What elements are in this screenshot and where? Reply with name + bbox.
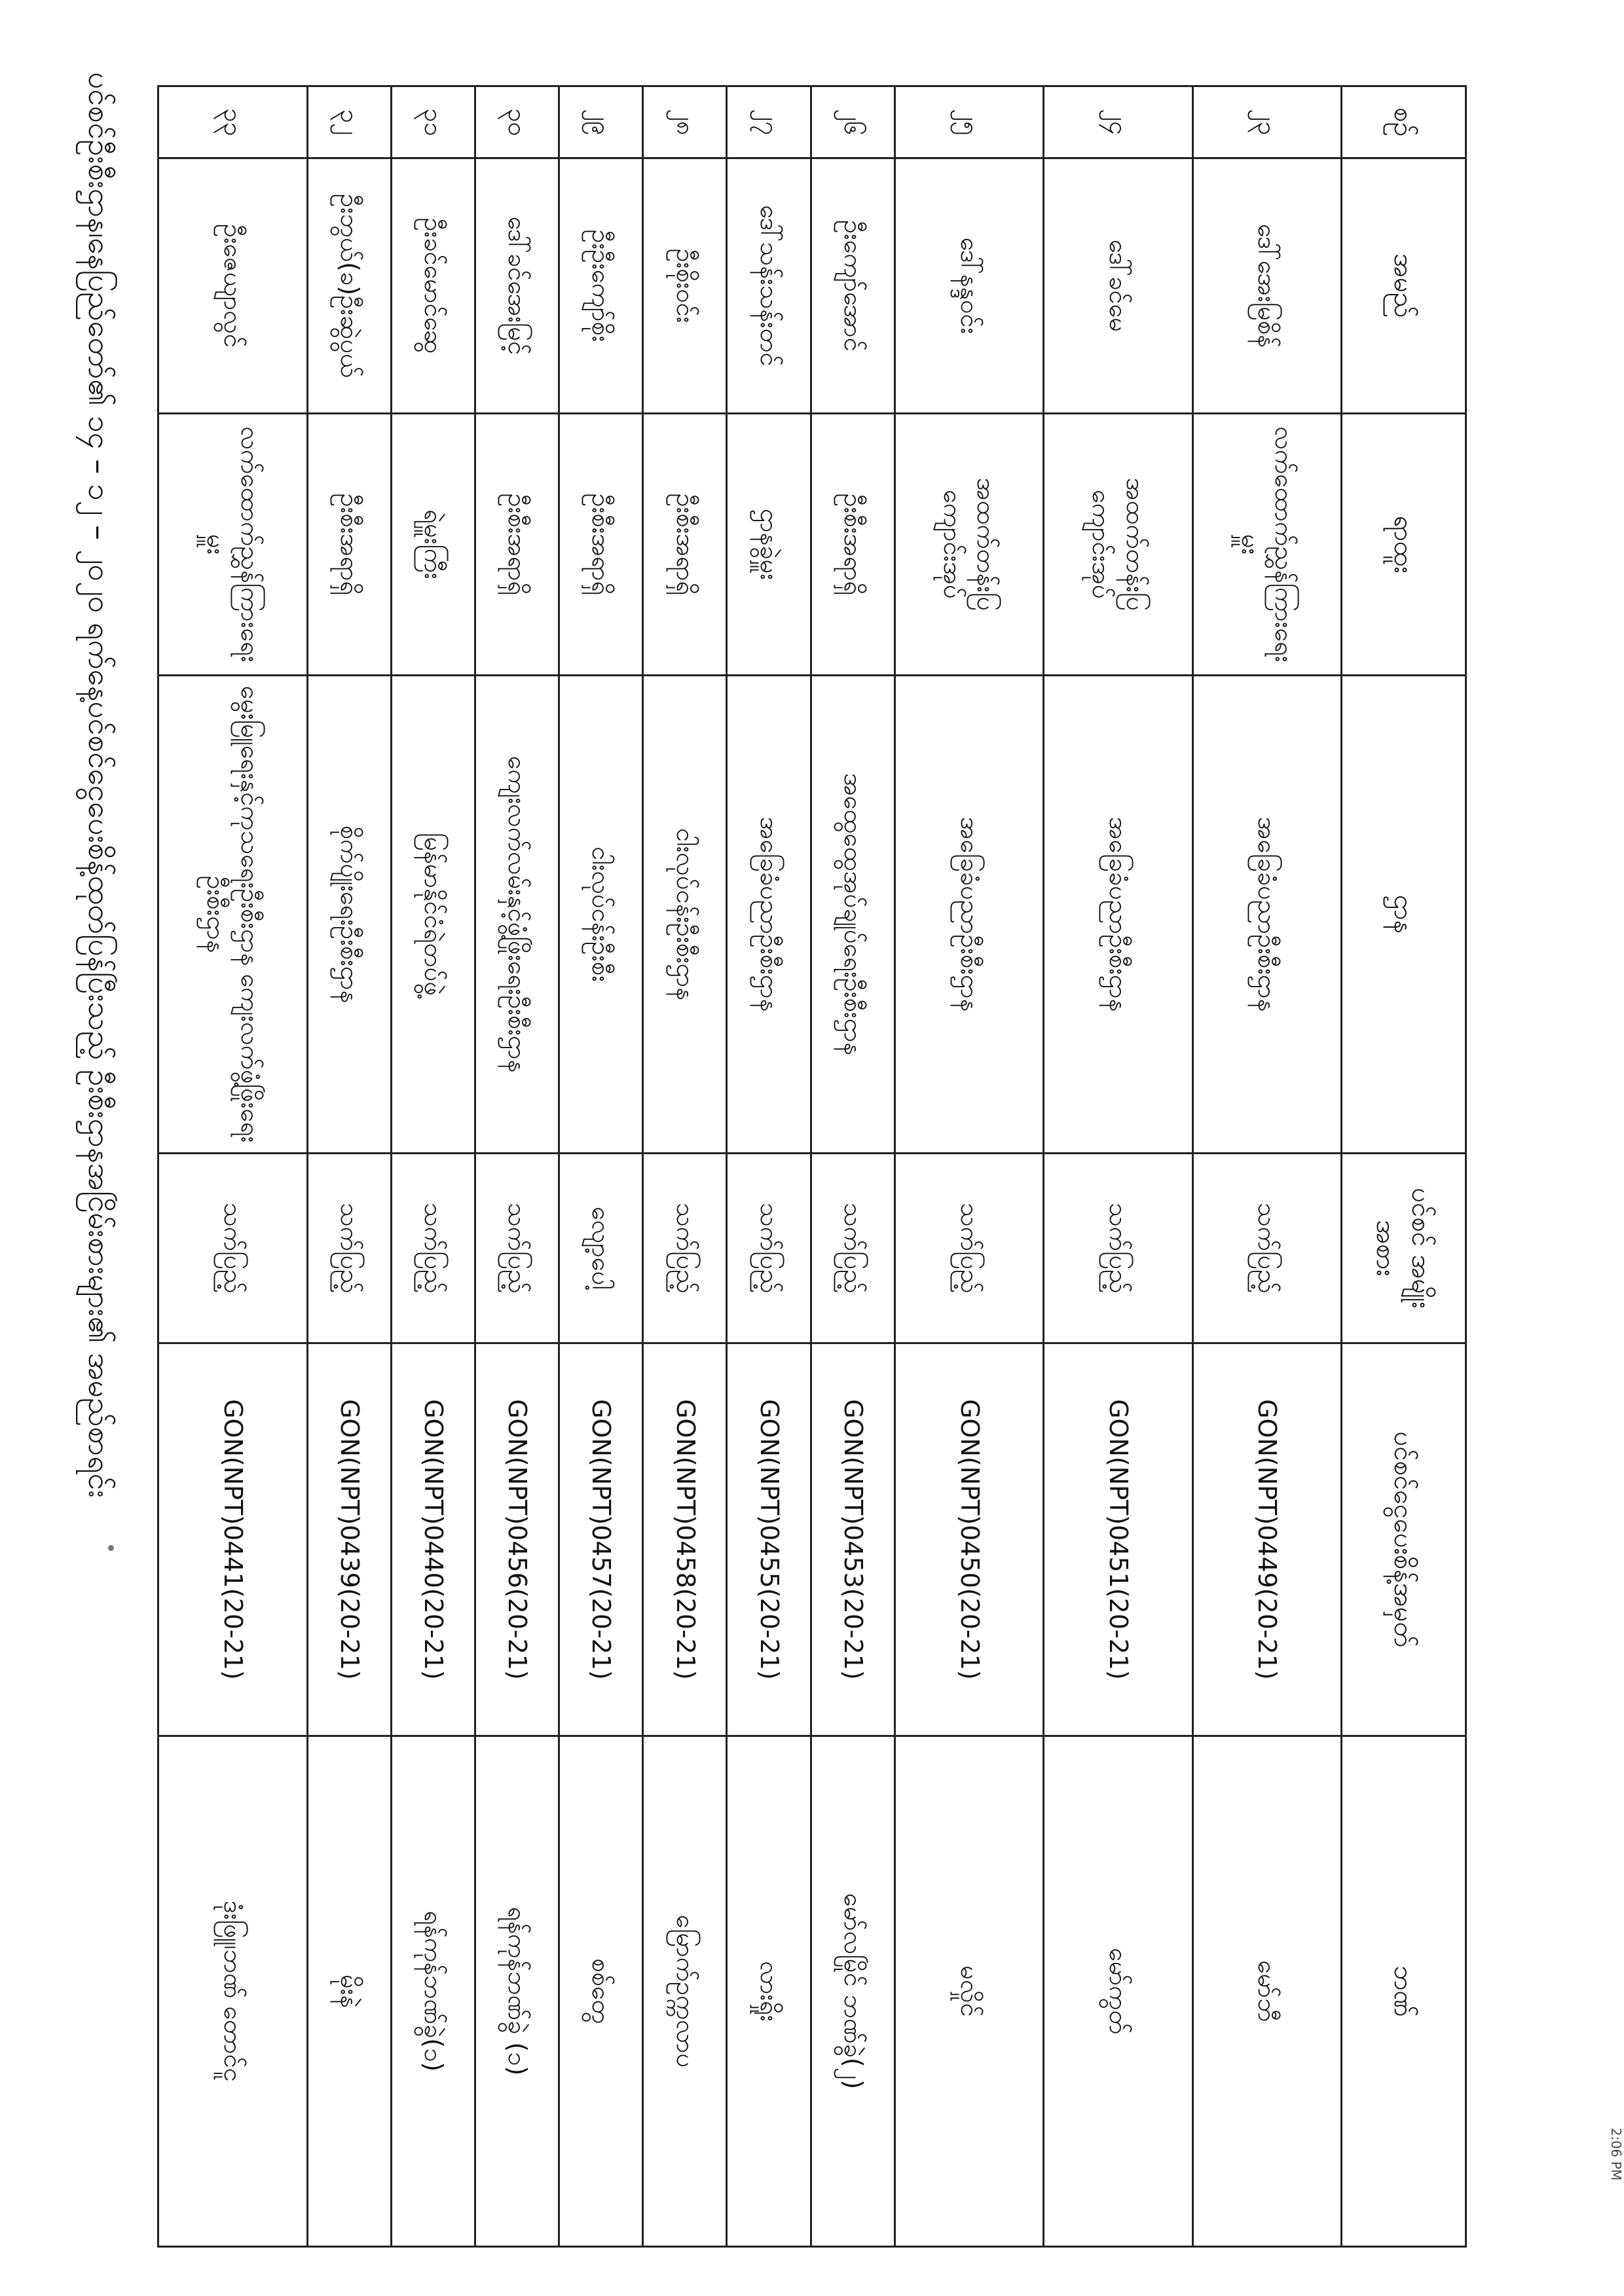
table-row bbox=[559, 86, 643, 2247]
cell-name: ဦးဇေယျာလွင် bbox=[158, 158, 308, 414]
cell-department: အခြေခံပညာဦးစီးဌာန bbox=[895, 676, 1043, 1154]
cell-no: ၂၄ bbox=[1044, 86, 1192, 158]
cell-position: လက်ထောက်ညွှန်ကြားရေးမှူး bbox=[158, 414, 308, 676]
cell-position: ဦးစီးအရာရှိ bbox=[559, 414, 643, 676]
cell-position: အထက်တန်းပြ ကျောင်းအုပ် bbox=[1044, 414, 1192, 676]
table-row bbox=[307, 86, 391, 2247]
cell-department: စိုက်ပျိုးရေးဦးစီးဌာန bbox=[307, 676, 391, 1154]
cell-department: အခြေခံပညာဦးစီးဌာန bbox=[1044, 676, 1192, 1154]
header-no: စဉ် bbox=[1342, 86, 1466, 158]
cell-name: ဒေါ်သန်းသန်းတင် bbox=[727, 158, 811, 414]
cell-no: ၃၀ bbox=[475, 86, 559, 158]
cell-no: ၂၉ bbox=[559, 86, 643, 158]
table-row bbox=[391, 86, 475, 2247]
cell-order-no: GON(NPT)0450(20-21) bbox=[895, 1343, 1043, 1736]
cell-department: အထွေထွေအုပ်ချုပ်ရေးဦးစီးဌာန bbox=[811, 676, 895, 1154]
cell-department: ငါးလုပ်ငန်းဦးစီးဌာန bbox=[643, 676, 727, 1154]
cell-department: မြန်မာနိုင်ငံရဲတပ်ဖွဲ့ bbox=[391, 676, 475, 1154]
cell-pension-type: သက်ပြည့် bbox=[391, 1154, 475, 1343]
pension-list-table bbox=[157, 85, 1467, 2248]
cell-order-no: GON(NPT)0456(20-21) bbox=[475, 1343, 559, 1736]
cell-name: ဦးဦးကျော်စိုး bbox=[559, 158, 643, 414]
cell-pension-type: သက်ပြည့် bbox=[643, 1154, 727, 1343]
cell-no: ၃၃ bbox=[158, 86, 308, 158]
cell-no: ၂၈ bbox=[643, 86, 727, 158]
header-position: ရာထူး bbox=[1342, 414, 1466, 676]
scan-dot bbox=[108, 1545, 114, 1551]
cell-location: ရန်ကုန်ဘဏ်ခွဲ (၁) bbox=[475, 1736, 559, 2247]
cell-pension-type: သက်ပြည့် bbox=[727, 1154, 811, 1343]
cell-order-no: GON(NPT)0455(20-21) bbox=[727, 1343, 811, 1736]
cell-location: မြောက်ဥက္ကလာပ bbox=[643, 1736, 727, 2247]
cell-pension-type: သက်ပြည့် bbox=[1044, 1154, 1192, 1343]
cell-order-no: GON(NPT)0458(20-21) bbox=[643, 1343, 727, 1736]
table-header-row bbox=[1342, 86, 1466, 2247]
cell-position: ဦးစီးအရာရှိ bbox=[643, 414, 727, 676]
cell-location: မိုးနဲ bbox=[307, 1736, 391, 2247]
table-row bbox=[475, 86, 559, 2247]
cell-no: ၂၅ bbox=[895, 86, 1043, 158]
table-row bbox=[158, 86, 308, 2247]
cell-location: လားရှိုး bbox=[727, 1736, 811, 2247]
cell-name: ဒေါ်အေးမြစိန် bbox=[1192, 158, 1341, 414]
cell-department: အခြေခံပညာဦးစီးဌာန bbox=[727, 676, 811, 1154]
cell-location: မလှိုင် bbox=[895, 1736, 1043, 2247]
header-order-no: ပင်စင်ငွေပေးစိန့်အမှတ် bbox=[1342, 1343, 1466, 1736]
cell-position: အထက်တန်းပြ ကျောင်းအုပ် bbox=[895, 414, 1043, 676]
cell-department: ငါးလုပ်ငန်းဦးစီး bbox=[559, 676, 643, 1154]
cell-pension-type: သက်ပြည့် bbox=[307, 1154, 391, 1343]
cell-position: ဌာနခွဲမှူး bbox=[727, 414, 811, 676]
cell-order-no: GON(NPT)0441(20-21) bbox=[158, 1343, 308, 1736]
cell-location: မော်ဘီ bbox=[1192, 1736, 1341, 2247]
cell-position: လက်ထောက်ညွှန်ကြားရေးမှူး bbox=[1192, 414, 1341, 676]
cell-pension-type: သက်ပြည့် bbox=[1192, 1154, 1341, 1343]
cell-position: ဦးစီးအရာရှိ bbox=[811, 414, 895, 676]
header-name: အမည် bbox=[1342, 158, 1466, 414]
cell-name: ဦးခင်မောင်ဆွေ bbox=[391, 158, 475, 414]
document-title: ပင်စင်ဦးစီးဌာန၊နေပြည်တော်၏ ၁၄ – ၁၂ – ၂၀၂၀ ရက်နေ့ပင်စင်ငွေပေးစိန့်ထုတ်ပြန်ပြီးသည့် ဦးစီးဌာနအငြိမ်းစားများ၏ အမည်စာရင်း bbox=[82, 72, 117, 1498]
table-row bbox=[1192, 86, 1341, 2247]
cell-order-no: GON(NPT)0449(20-21) bbox=[1192, 1343, 1341, 1736]
cell-name: ဒေါ်နန္ဒဝင်း bbox=[895, 158, 1043, 414]
cell-department: မွေးမြူရေးနှင့်ကုသရေးဦးစီးဌာန ကျေးလက်ဖွံ့ဖြိုးရေးဦးစီးဌာန bbox=[158, 676, 308, 1154]
cell-name: ဦးကျော်အောင် bbox=[811, 158, 895, 414]
header-location: ဘဏ် bbox=[1342, 1736, 1466, 2247]
cell-position: ရဲမှူးကြီး bbox=[391, 414, 475, 676]
cell-order-no: GON(NPT)0451(20-21) bbox=[1044, 1343, 1192, 1736]
cell-pension-type: သက်ပြည့် bbox=[158, 1154, 308, 1343]
table-row bbox=[643, 86, 727, 2247]
cell-department: အခြေခံပညာဦးစီးဌာန bbox=[1192, 676, 1341, 1154]
cell-order-no: GON(NPT)0439(20-21) bbox=[307, 1343, 391, 1736]
timestamp: 2:06 PM bbox=[1608, 2128, 1624, 2181]
cell-location: ရန်ကုန်ဘဏ်ခွဲ(၁) bbox=[391, 1736, 475, 2247]
cell-department: ကျေးလက်လမ်းနှင့်ဖွံ့ဖြိုးရေးဦးစီးဌာန bbox=[475, 676, 559, 1154]
header-department: ဌာန bbox=[1342, 676, 1466, 1154]
cell-location: မော်ကွတ် bbox=[1044, 1736, 1192, 2247]
cell-no: ၃၂ bbox=[307, 86, 391, 158]
table-row bbox=[811, 86, 895, 2247]
cell-order-no: GON(NPT)0457(20-21) bbox=[559, 1343, 643, 1736]
cell-no: ၂၃ bbox=[1192, 86, 1341, 158]
cell-pension-type: သက်ပြည့် bbox=[475, 1154, 559, 1343]
cell-location: မော်လမြိုင် ဘဏ်ခွဲ(၂) bbox=[811, 1736, 895, 2247]
table-row bbox=[1044, 86, 1192, 2247]
cell-name: ဦးဘွယ်(ခ)ဦးဆွဲပွယ် bbox=[307, 158, 391, 414]
cell-no: ၃၁ bbox=[391, 86, 475, 158]
cell-pension-type: သက်ပြည့် bbox=[811, 1154, 895, 1343]
table-row bbox=[727, 86, 811, 2247]
cell-name: ဒေါ်ခင်အေးမြင့် bbox=[475, 158, 559, 414]
cell-name: ဒေါ်ခင်မေ bbox=[1044, 158, 1192, 414]
cell-pension-type: သက်ပြည့် bbox=[895, 1154, 1043, 1343]
table-body bbox=[158, 86, 1342, 2247]
cell-name: ဦးစိုးဝင်း bbox=[643, 158, 727, 414]
cell-no: ၂၆ bbox=[811, 86, 895, 158]
header-pension-type: ပင်စင် အမျိုးအစား bbox=[1342, 1154, 1466, 1343]
cell-order-no: GON(NPT)0440(20-21) bbox=[391, 1343, 475, 1736]
cell-location: စစ်တွေ bbox=[559, 1736, 643, 2247]
cell-no: ၂၇ bbox=[727, 86, 811, 158]
cell-position: ဦးစီးအရာရှိ bbox=[475, 414, 559, 676]
table-row bbox=[895, 86, 1043, 2247]
cell-position: ဦးစီးအရာရှိ bbox=[307, 414, 391, 676]
cell-location: ဒုံးဖြူ၊ဘဏ် တောင်ငူ bbox=[158, 1736, 308, 2247]
cell-pension-type: လျော့ပေါ့ bbox=[559, 1154, 643, 1343]
cell-order-no: GON(NPT)0453(20-21) bbox=[811, 1343, 895, 1736]
